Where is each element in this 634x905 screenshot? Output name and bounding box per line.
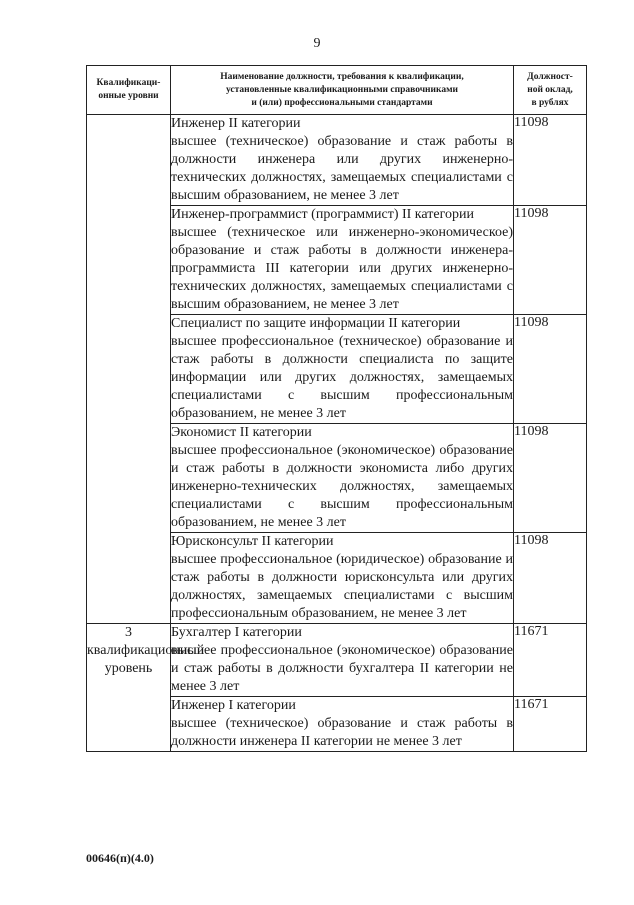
page-number: 9 [313, 36, 321, 51]
position-title: Инженер I категории [171, 698, 296, 713]
position-title: Специалист по защите информации II категории [171, 316, 461, 331]
salary-cell: 11098 [514, 206, 587, 315]
salary-cell: 11098 [514, 115, 587, 206]
position-description [171, 206, 514, 315]
position-description [171, 697, 514, 752]
position-requirements: высшее (техническое) образование и стаж работы в должности инженера II категории не менее 3 лет [171, 716, 513, 749]
table-row [87, 115, 587, 206]
position-title: Инженер-программист (программист) II категории [171, 207, 474, 222]
position-requirements: высшее профессиональное (техническое) образование и стаж работы в должности специалиста по защите информации или других должностях, замещаемых специалистами с высшим профессиональным образованием, не менее 3 лет [171, 334, 513, 421]
table-header-row [87, 66, 587, 115]
position-description [171, 315, 514, 424]
position-title: Юрисконсульт II категории [171, 534, 334, 549]
level-cell: 3 квалификационный уровень [87, 624, 171, 752]
qualification-table [86, 65, 587, 752]
header-level: Квалификаци- онные уровни [87, 66, 171, 115]
position-title: Экономист II категории [171, 425, 312, 440]
position-description [171, 624, 514, 697]
position-requirements: высшее профессиональное (юридическое) образование и стаж работы в должности юрисконсульта или других должностях, замещаемых специалистами с высшим профессиональным образованием, не менее 3 лет [171, 552, 513, 621]
salary-cell: 11671 [514, 624, 587, 697]
position-title: Бухгалтер I категории [171, 625, 302, 640]
document-code: 00646(п)(4.0) [86, 851, 154, 865]
position-requirements: высшее (техническое или инженерно-экономическое) образование и стаж работы в должности инженера-программиста III категории или других инженерно-технических должностях, замещаемых специалистами с высшим образованием, не менее 3 лет [171, 225, 513, 312]
salary-cell: 11098 [514, 424, 587, 533]
header-salary: Должност- ной оклад, в рублях [514, 66, 587, 115]
salary-cell: 11098 [514, 533, 587, 624]
position-description [171, 424, 514, 533]
position-title: Инженер II категории [171, 116, 301, 131]
position-description [171, 533, 514, 624]
position-requirements: высшее (техническое) образование и стаж работы в должности инженера или других инженерно-технических должностях, замещаемых специалистами с высшим образованием, не менее 3 лет [171, 134, 513, 203]
position-description [171, 115, 514, 206]
level-cell [87, 115, 171, 624]
position-requirements: высшее профессиональное (экономическое) образование и стаж работы в должности бухгалтера II категории не менее 3 лет [171, 643, 513, 694]
table-row [87, 624, 587, 697]
salary-cell: 11671 [514, 697, 587, 752]
header-description: Наименование должности, требования к квалификации, установленные квалификационными справочниками и (или) профессиональными стандартами [171, 66, 514, 115]
position-requirements: высшее профессиональное (экономическое) образование и стаж работы в должности экономиста либо других инженерно-технических должностях, замещаемых специалистами с высшим профессиональным образованием, не менее 3 лет [171, 443, 513, 530]
salary-cell: 11098 [514, 315, 587, 424]
